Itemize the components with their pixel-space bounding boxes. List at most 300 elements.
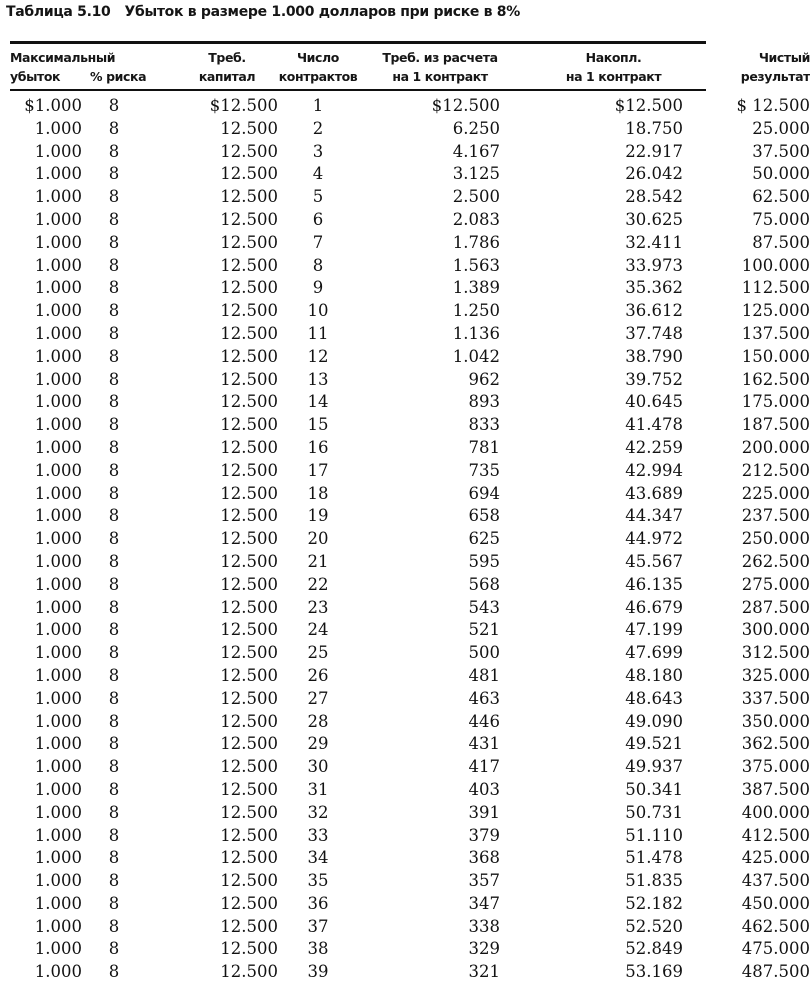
required-per-contract-cell: 446	[468, 711, 500, 731]
net-result-cell: 200.000	[741, 437, 810, 457]
table-row	[10, 186, 810, 209]
accumulated-per-contract-cell: 47.199	[625, 620, 683, 640]
net-result-cell: 425.000	[741, 848, 810, 868]
table-row	[10, 528, 810, 551]
required-capital-cell: 12.500	[220, 346, 278, 366]
accumulated-per-contract-cell: 47.699	[625, 643, 683, 663]
risk-percent-cell: 8	[108, 346, 120, 366]
table-row	[10, 688, 810, 711]
column-header-risk-percent: % риска	[90, 68, 147, 84]
net-result-cell: 275.000	[741, 574, 810, 594]
risk-percent-cell: 8	[108, 779, 120, 799]
table-body	[10, 89, 810, 984]
accumulated-per-contract-cell: 49.090	[625, 711, 683, 731]
net-result-cell: 87.500	[752, 232, 810, 252]
table-row	[10, 597, 810, 620]
accumulated-per-contract-cell: 46.679	[625, 597, 683, 617]
contracts-cell: 21	[307, 551, 329, 571]
accumulated-per-contract-cell: 43.689	[625, 483, 683, 503]
accumulated-per-contract-cell: 26.042	[625, 164, 683, 184]
risk-percent-cell: 8	[108, 574, 120, 594]
required-capital-cell: 12.500	[220, 620, 278, 640]
table-row	[10, 300, 810, 323]
risk-percent-cell: 8	[108, 871, 120, 891]
required-per-contract-cell: 1.042	[452, 346, 500, 366]
table-row	[10, 505, 810, 528]
required-capital-cell: 12.500	[220, 437, 278, 457]
required-capital-cell: 12.500	[220, 118, 278, 138]
risk-percent-cell: 8	[108, 802, 120, 822]
required-per-contract-cell: 379	[468, 825, 500, 845]
risk-percent-cell: 8	[108, 825, 120, 845]
required-per-contract-cell: 833	[468, 415, 500, 435]
accumulated-per-contract-cell: 42.259	[625, 437, 683, 457]
table-number: Таблица 5.10	[6, 4, 111, 20]
contracts-cell: 24	[307, 620, 329, 640]
required-capital-cell: 12.500	[220, 460, 278, 480]
contracts-cell: 5	[312, 187, 324, 207]
contracts-cell: 13	[307, 369, 329, 389]
net-result-cell: 100.000	[741, 255, 810, 275]
required-capital-cell: 12.500	[220, 255, 278, 275]
accumulated-per-contract-cell: 22.917	[625, 141, 683, 161]
accumulated-per-contract-cell: 30.625	[625, 209, 683, 229]
net-result-cell: 487.500	[741, 962, 810, 982]
table-row	[10, 163, 810, 186]
table-row	[10, 414, 810, 437]
contracts-cell: 12	[307, 346, 329, 366]
accumulated-per-contract-cell: 51.110	[625, 825, 683, 845]
max-loss-cell: 1.000	[34, 643, 82, 663]
max-loss-cell: 1.000	[34, 597, 82, 617]
required-per-contract-cell: 2.500	[452, 187, 500, 207]
net-result-cell: 375.000	[741, 757, 810, 777]
max-loss-cell: 1.000	[34, 415, 82, 435]
accumulated-per-contract-cell: 37.748	[625, 323, 683, 343]
contracts-cell: 22	[307, 574, 329, 594]
max-loss-cell: 1.000	[34, 734, 82, 754]
net-result-cell: 237.500	[741, 506, 810, 526]
required-per-contract-cell: 463	[468, 688, 500, 708]
max-loss-cell: 1.000	[34, 209, 82, 229]
risk-percent-cell: 8	[108, 301, 120, 321]
table-row	[10, 574, 810, 597]
table-row	[10, 779, 810, 802]
contracts-cell: 14	[307, 392, 329, 412]
net-result-cell: 150.000	[741, 346, 810, 366]
contracts-cell: 25	[307, 643, 329, 663]
risk-percent-cell: 8	[108, 209, 120, 229]
accumulated-per-contract-cell: 53.169	[625, 962, 683, 982]
accumulated-per-contract-cell: 51.478	[625, 848, 683, 868]
accumulated-per-contract-cell: 52.520	[625, 916, 683, 936]
required-per-contract-cell: 694	[468, 483, 500, 503]
required-capital-cell: $12.500	[209, 96, 278, 115]
required-capital-cell: 12.500	[220, 529, 278, 549]
contracts-cell: 11	[307, 323, 329, 343]
net-result-cell: 50.000	[752, 164, 810, 184]
max-loss-cell: 1.000	[34, 301, 82, 321]
max-loss-cell: 1.000	[34, 460, 82, 480]
accumulated-per-contract-cell: 52.182	[625, 893, 683, 913]
accumulated-per-contract-cell: 52.849	[625, 939, 683, 959]
required-per-contract-cell: 2.083	[452, 209, 500, 229]
required-capital-cell: 12.500	[220, 643, 278, 663]
max-loss-cell: $1.000	[24, 96, 82, 115]
table-row	[10, 802, 810, 825]
risk-percent-cell: 8	[108, 278, 120, 298]
contracts-cell: 29	[307, 734, 329, 754]
max-loss-cell: 1.000	[34, 232, 82, 252]
accumulated-per-contract-cell: 18.750	[625, 118, 683, 138]
max-loss-cell: 1.000	[34, 688, 82, 708]
risk-percent-cell: 8	[108, 529, 120, 549]
required-per-contract-cell: 735	[468, 460, 500, 480]
required-per-contract-cell: 500	[468, 643, 500, 663]
risk-percent-cell: 8	[108, 551, 120, 571]
risk-percent-cell: 8	[108, 415, 120, 435]
required-capital-cell: 12.500	[220, 916, 278, 936]
max-loss-cell: 1.000	[34, 278, 82, 298]
net-result-cell: 337.500	[741, 688, 810, 708]
max-loss-cell: 1.000	[34, 392, 82, 412]
accumulated-per-contract-cell: 49.937	[625, 757, 683, 777]
accumulated-per-contract-cell: 36.612	[625, 301, 683, 321]
net-result-cell: 387.500	[741, 779, 810, 799]
max-loss-cell: 1.000	[34, 962, 82, 982]
required-per-contract-cell: 962	[468, 369, 500, 389]
max-loss-cell: 1.000	[34, 574, 82, 594]
max-loss-cell: 1.000	[34, 141, 82, 161]
required-capital-cell: 12.500	[220, 141, 278, 161]
max-loss-cell: 1.000	[34, 620, 82, 640]
required-per-contract-cell: 521	[468, 620, 500, 640]
net-result-cell: 25.000	[752, 118, 810, 138]
required-per-contract-cell: 1.563	[452, 255, 500, 275]
contracts-cell: 39	[307, 962, 329, 982]
accumulated-per-contract-cell: 48.643	[625, 688, 683, 708]
accumulated-per-contract-cell: 40.645	[625, 392, 683, 412]
net-result-cell: 300.000	[741, 620, 810, 640]
accumulated-per-contract-cell: 50.731	[625, 802, 683, 822]
column-header-required-capital: Треб. капитал	[198, 49, 256, 84]
risk-percent-cell: 8	[108, 118, 120, 138]
net-result-cell: 437.500	[741, 871, 810, 891]
risk-percent-cell: 8	[108, 141, 120, 161]
table-row	[10, 938, 810, 961]
net-result-cell: 125.000	[741, 301, 810, 321]
accumulated-per-contract-cell: $12.500	[614, 96, 683, 115]
accumulated-per-contract-cell: 45.567	[625, 551, 683, 571]
risk-percent-cell: 8	[108, 460, 120, 480]
net-result-cell: 325.000	[741, 665, 810, 685]
contracts-cell: 2	[312, 118, 324, 138]
max-loss-cell: 1.000	[34, 506, 82, 526]
required-per-contract-cell: 3.125	[452, 164, 500, 184]
table-row	[10, 209, 810, 232]
accumulated-per-contract-cell: 46.135	[625, 574, 683, 594]
accumulated-per-contract-cell: 35.362	[625, 278, 683, 298]
table-row	[10, 551, 810, 574]
max-loss-cell: 1.000	[34, 323, 82, 343]
table-row	[10, 141, 810, 164]
required-per-contract-cell: 4.167	[452, 141, 500, 161]
required-per-contract-cell: 481	[468, 665, 500, 685]
contracts-cell: 20	[307, 529, 329, 549]
contracts-cell: 9	[312, 278, 324, 298]
required-capital-cell: 12.500	[220, 734, 278, 754]
risk-percent-cell: 8	[108, 369, 120, 389]
accumulated-per-contract-cell: 50.341	[625, 779, 683, 799]
required-per-contract-cell: 625	[468, 529, 500, 549]
table-caption	[6, 4, 520, 20]
risk-percent-cell: 8	[108, 939, 120, 959]
required-per-contract-cell: 431	[468, 734, 500, 754]
required-per-contract-cell: 368	[468, 848, 500, 868]
column-header-max-loss: Максимальный убыток	[10, 49, 116, 84]
risk-percent-cell: 8	[108, 893, 120, 913]
required-per-contract-cell: 417	[468, 757, 500, 777]
contracts-cell: 3	[312, 141, 324, 161]
contracts-cell: 4	[312, 164, 324, 184]
max-loss-cell: 1.000	[34, 802, 82, 822]
contracts-cell: 17	[307, 460, 329, 480]
net-result-cell: 475.000	[741, 939, 810, 959]
table-row	[10, 323, 810, 346]
table-row	[10, 665, 810, 688]
required-per-contract-cell: 321	[468, 962, 500, 982]
required-capital-cell: 12.500	[220, 597, 278, 617]
max-loss-cell: 1.000	[34, 437, 82, 457]
net-result-cell: 362.500	[741, 734, 810, 754]
contracts-cell: 32	[307, 802, 329, 822]
net-result-cell: 350.000	[741, 711, 810, 731]
required-per-contract-cell: 6.250	[452, 118, 500, 138]
table-row	[10, 711, 810, 734]
risk-percent-cell: 8	[108, 96, 120, 115]
net-result-cell: 287.500	[741, 597, 810, 617]
required-capital-cell: 12.500	[220, 962, 278, 982]
risk-percent-cell: 8	[108, 962, 120, 982]
max-loss-cell: 1.000	[34, 483, 82, 503]
max-loss-cell: 1.000	[34, 164, 82, 184]
required-capital-cell: 12.500	[220, 825, 278, 845]
table-row	[10, 870, 810, 893]
table-row	[10, 733, 810, 756]
required-capital-cell: 12.500	[220, 711, 278, 731]
required-per-contract-cell: 543	[468, 597, 500, 617]
required-capital-cell: 12.500	[220, 164, 278, 184]
table-row	[10, 756, 810, 779]
table-row	[10, 460, 810, 483]
required-capital-cell: 12.500	[220, 392, 278, 412]
table-row	[10, 961, 810, 984]
risk-percent-cell: 8	[108, 711, 120, 731]
contracts-cell: 35	[307, 871, 329, 891]
table-row	[10, 437, 810, 460]
net-result-cell: 187.500	[741, 415, 810, 435]
max-loss-cell: 1.000	[34, 711, 82, 731]
required-capital-cell: 12.500	[220, 779, 278, 799]
table-row	[10, 483, 810, 506]
net-result-cell: 75.000	[752, 209, 810, 229]
net-result-cell: 262.500	[741, 551, 810, 571]
accumulated-per-contract-cell: 51.835	[625, 871, 683, 891]
header-row	[10, 44, 810, 89]
accumulated-per-contract-cell: 33.973	[625, 255, 683, 275]
required-per-contract-cell: 391	[468, 802, 500, 822]
risk-percent-cell: 8	[108, 323, 120, 343]
contracts-cell: 34	[307, 848, 329, 868]
contracts-cell: 18	[307, 483, 329, 503]
risk-percent-cell: 8	[108, 916, 120, 936]
accumulated-per-contract-cell: 48.180	[625, 665, 683, 685]
required-capital-cell: 12.500	[220, 323, 278, 343]
required-capital-cell: 12.500	[220, 893, 278, 913]
max-loss-cell: 1.000	[34, 893, 82, 913]
contracts-cell: 15	[307, 415, 329, 435]
contracts-cell: 16	[307, 437, 329, 457]
risk-percent-cell: 8	[108, 848, 120, 868]
net-result-cell: 412.500	[741, 825, 810, 845]
net-result-cell: $ 12.500	[736, 96, 810, 115]
required-per-contract-cell: 658	[468, 506, 500, 526]
table-row	[10, 89, 810, 118]
required-capital-cell: 12.500	[220, 369, 278, 389]
net-result-cell: 462.500	[741, 916, 810, 936]
required-per-contract-cell: 338	[468, 916, 500, 936]
net-result-cell: 175.000	[741, 392, 810, 412]
required-capital-cell: 12.500	[220, 209, 278, 229]
table-title: Убыток в размере 1.000 долларов при риске в 8%	[124, 4, 520, 20]
risk-percent-cell: 8	[108, 688, 120, 708]
required-per-contract-cell: 1.250	[452, 301, 500, 321]
required-per-contract-cell: 403	[468, 779, 500, 799]
required-capital-cell: 12.500	[220, 871, 278, 891]
required-capital-cell: 12.500	[220, 757, 278, 777]
table-row	[10, 893, 810, 916]
contracts-cell: 26	[307, 665, 329, 685]
column-header-accumulated-per-contract: Накопл. на 1 контракт	[565, 49, 662, 84]
data-table	[10, 44, 810, 984]
risk-percent-cell: 8	[108, 734, 120, 754]
contracts-cell: 37	[307, 916, 329, 936]
max-loss-cell: 1.000	[34, 529, 82, 549]
required-per-contract-cell: 781	[468, 437, 500, 457]
required-per-contract-cell: $12.500	[431, 96, 500, 115]
accumulated-per-contract-cell: 28.542	[625, 187, 683, 207]
contracts-cell: 30	[307, 757, 329, 777]
table-row	[10, 369, 810, 392]
risk-percent-cell: 8	[108, 483, 120, 503]
contracts-cell: 10	[307, 301, 329, 321]
net-result-cell: 162.500	[741, 369, 810, 389]
table-row	[10, 642, 810, 665]
risk-percent-cell: 8	[108, 437, 120, 457]
contracts-cell: 27	[307, 688, 329, 708]
required-capital-cell: 12.500	[220, 551, 278, 571]
table-row	[10, 619, 810, 642]
net-result-cell: 450.000	[741, 893, 810, 913]
required-capital-cell: 12.500	[220, 415, 278, 435]
table-row	[10, 277, 810, 300]
table-row	[10, 346, 810, 369]
net-result-cell: 400.000	[741, 802, 810, 822]
required-capital-cell: 12.500	[220, 187, 278, 207]
table-row	[10, 118, 810, 141]
contracts-cell: 1	[312, 96, 324, 115]
required-per-contract-cell: 893	[468, 392, 500, 412]
column-header-required-per-contract: Треб. из расчета на 1 контракт	[382, 49, 498, 84]
required-per-contract-cell: 347	[468, 893, 500, 913]
net-result-cell: 312.500	[741, 643, 810, 663]
net-result-cell: 62.500	[752, 187, 810, 207]
column-header-net-result: Чистый результат	[740, 49, 810, 84]
contracts-cell: 28	[307, 711, 329, 731]
table-row	[10, 916, 810, 939]
max-loss-cell: 1.000	[34, 939, 82, 959]
risk-percent-cell: 8	[108, 620, 120, 640]
required-capital-cell: 12.500	[220, 848, 278, 868]
contracts-cell: 19	[307, 506, 329, 526]
required-capital-cell: 12.500	[220, 802, 278, 822]
max-loss-cell: 1.000	[34, 187, 82, 207]
max-loss-cell: 1.000	[34, 871, 82, 891]
risk-percent-cell: 8	[108, 164, 120, 184]
contracts-cell: 36	[307, 893, 329, 913]
required-per-contract-cell: 1.786	[452, 232, 500, 252]
table-row	[10, 391, 810, 414]
contracts-cell: 23	[307, 597, 329, 617]
accumulated-per-contract-cell: 44.972	[625, 529, 683, 549]
required-per-contract-cell: 357	[468, 871, 500, 891]
required-capital-cell: 12.500	[220, 232, 278, 252]
contracts-cell: 38	[307, 939, 329, 959]
risk-percent-cell: 8	[108, 255, 120, 275]
table-row	[10, 232, 810, 255]
contracts-cell: 6	[312, 209, 324, 229]
table-row	[10, 847, 810, 870]
accumulated-per-contract-cell: 32.411	[625, 232, 683, 252]
accumulated-per-contract-cell: 41.478	[625, 415, 683, 435]
risk-percent-cell: 8	[108, 757, 120, 777]
required-capital-cell: 12.500	[220, 665, 278, 685]
table-row	[10, 255, 810, 278]
risk-percent-cell: 8	[108, 665, 120, 685]
max-loss-cell: 1.000	[34, 346, 82, 366]
required-capital-cell: 12.500	[220, 506, 278, 526]
risk-percent-cell: 8	[108, 187, 120, 207]
contracts-cell: 31	[307, 779, 329, 799]
net-result-cell: 112.500	[741, 278, 810, 298]
net-result-cell: 212.500	[741, 460, 810, 480]
required-per-contract-cell: 1.389	[452, 278, 500, 298]
required-capital-cell: 12.500	[220, 483, 278, 503]
contracts-cell: 7	[312, 232, 324, 252]
accumulated-per-contract-cell: 42.994	[625, 460, 683, 480]
required-capital-cell: 12.500	[220, 301, 278, 321]
accumulated-per-contract-cell: 38.790	[625, 346, 683, 366]
accumulated-per-contract-cell: 39.752	[625, 369, 683, 389]
required-capital-cell: 12.500	[220, 688, 278, 708]
max-loss-cell: 1.000	[34, 757, 82, 777]
max-loss-cell: 1.000	[34, 779, 82, 799]
risk-percent-cell: 8	[108, 506, 120, 526]
column-header-contracts: Число контрактов	[278, 49, 358, 84]
required-capital-cell: 12.500	[220, 939, 278, 959]
max-loss-cell: 1.000	[34, 255, 82, 275]
required-capital-cell: 12.500	[220, 574, 278, 594]
